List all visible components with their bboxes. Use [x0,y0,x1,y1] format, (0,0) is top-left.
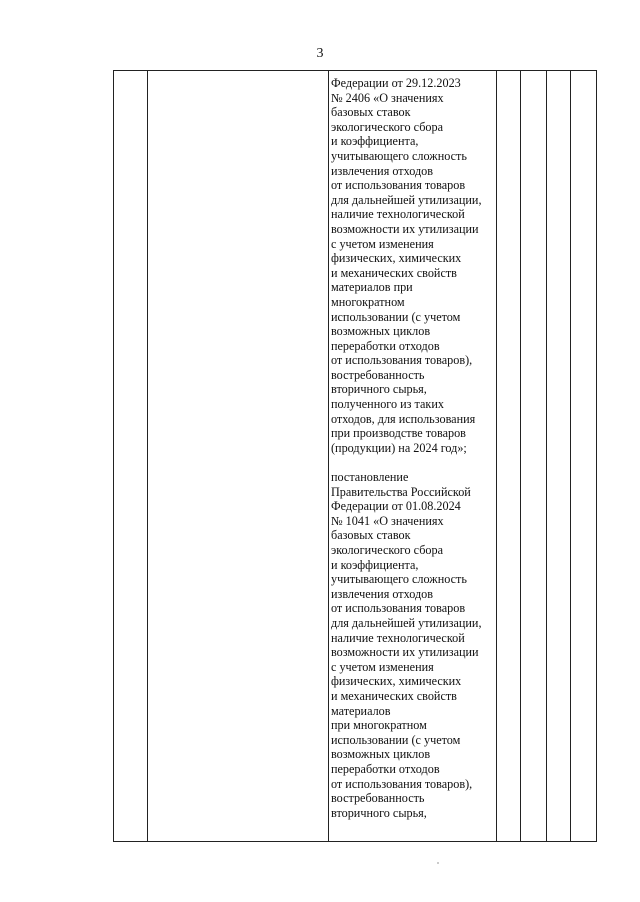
text-line: физических, химических [331,674,462,689]
text-line: и коэффициента, [331,557,419,572]
text-line: и механических свойств [331,688,457,703]
text-line: возможности их утилизации [331,221,479,236]
paragraph-resolution-2406 [331,76,501,455]
text-line: наличие технологической [331,207,465,222]
text-line: базовых ставок [331,105,411,120]
text-line: от использования товаров [331,601,466,616]
table-cell-legal-references [331,76,501,820]
text-line: материалов [331,703,391,718]
table-column-border [546,70,547,842]
text-line: переработки отходов [331,761,440,776]
table-column-border [147,70,148,842]
text-line: Федерации от 29.12.2023 [331,76,461,90]
text-line: с учетом изменения [331,236,434,251]
page-number: 3 [316,46,324,61]
text-line: № 1041 «О значениях [331,513,444,528]
table-column-border [596,70,597,842]
text-line: при многократном [331,718,427,733]
text-line: от использования товаров), [331,353,473,368]
text-line: базовых ставок [331,528,411,543]
text-line: возможных циклов [331,324,431,339]
table-column-border [328,70,329,842]
text-line: полученного из таких [331,397,444,412]
text-line: экологического сбора [331,543,444,557]
text-line: для дальнейшей утилизации, [331,615,482,630]
text-line: физических, химических [331,251,462,266]
text-line: материалов при [331,280,413,295]
text-line: наличие технологической [331,630,465,645]
text-line: вторичного сырья, [331,382,427,397]
paragraph-gap [331,455,501,470]
text-line: Федерации от 01.08.2024 [331,499,461,514]
text-line: учитывающего сложность [331,148,467,163]
table-column-border [570,70,571,842]
scan-speck [437,862,439,864]
text-line: использовании (с учетом [331,309,461,324]
text-line: вторичного сырья, [331,805,427,820]
text-line: от использования товаров), [331,776,473,791]
text-line: извлечения отходов [331,586,434,601]
text-line: № 2406 «О значениях [331,90,444,105]
text-line: экологического сбора [331,119,444,134]
text-line: многократном [331,294,405,309]
text-line: востребованность [331,367,425,382]
text-line: учитывающего сложность [331,572,467,587]
text-line: (продукции) на 2024 год»; [331,440,467,455]
paragraph-resolution-1041 [331,470,501,820]
text-line: востребованность [331,791,425,806]
text-line: Правительства Российской [331,484,471,499]
text-line: от использования товаров [331,178,466,193]
text-line: возможных циклов [331,747,431,762]
text-line: постановление [331,470,409,485]
text-line: извлечения отходов [331,163,434,178]
text-line: с учетом изменения [331,659,434,674]
table-column-border [520,70,521,842]
text-line: использовании (с учетом [331,732,461,747]
text-line: и коэффициента, [331,134,419,149]
table-column-border [113,70,114,842]
text-line: отходов, для использования [331,411,476,426]
text-line: для дальнейшей утилизации, [331,192,482,207]
text-line: и механических свойств [331,265,457,280]
text-line: возможности их утилизации [331,645,479,660]
text-line: переработки отходов [331,338,440,353]
text-line: при производстве товаров [331,426,466,441]
